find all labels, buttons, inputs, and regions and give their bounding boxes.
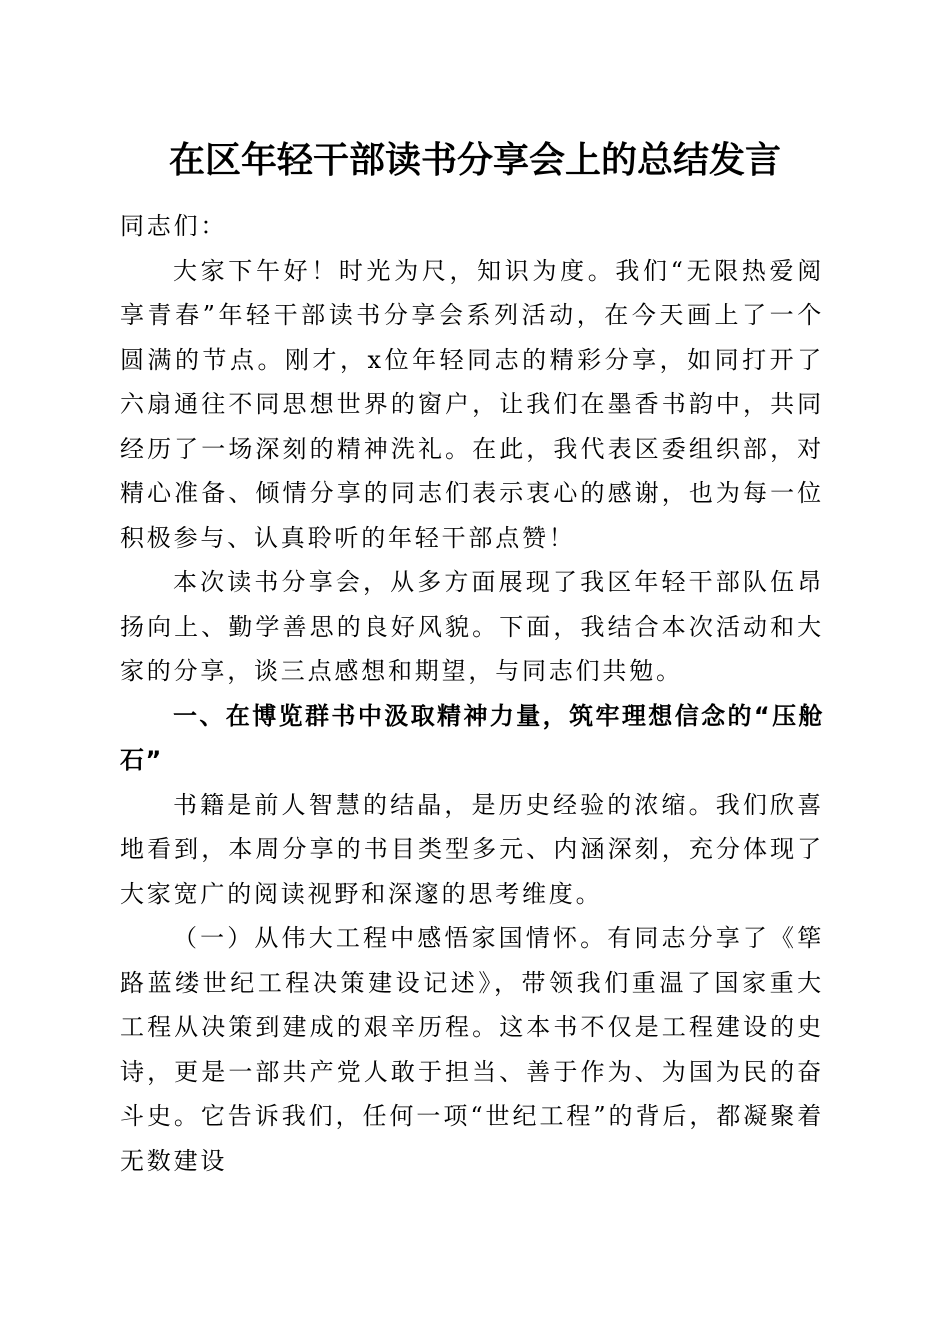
document-body	[120, 204, 824, 1183]
paragraph-section-1-point-1: （一）从伟大工程中感悟家国情怀。有同志分享了《筚路蓝缕世纪工程决策建设记述》，带领我们重温了国家重大工程从决策到建成的艰辛历程。这本书不仅是工程建设的史诗，更是一部共产党人敢于担当、善于作为、为国为民的奋斗史。它告诉我们，任何一项“世纪工程”的背后，都凝聚着无数建设	[120, 924, 824, 1175]
paragraph-opening: 大家下午好！时光为尺，知识为度。我们“无限热爱阅享青春”年轻干部读书分享会系列活动，在今天画上了一个圆满的节点。刚才，x位年轻同志的精彩分享，如同打开了六扇通往不同思想世界的窗户，让我们在墨香书韵中，共同经历了一场深刻的精神洗礼。在此，我代表区委组织部，对精心准备、倾情分享的同志们表示衷心的感谢，也为每一位积极参与、认真聆听的年轻干部点赞！	[120, 256, 824, 552]
paragraph-overview: 本次读书分享会，从多方面展现了我区年轻干部队伍昂扬向上、勤学善思的良好风貌。下面，我结合本次活动和大家的分享，谈三点感想和期望，与同志们共勉。	[120, 568, 824, 685]
salutation: 同志们：	[120, 212, 228, 240]
section-heading-1: 一、在博览群书中汲取精神力量，筑牢理想信念的“压舱石”	[120, 701, 824, 774]
document-title: 在区年轻干部读书分享会上的总结发言	[168, 139, 781, 181]
paragraph-section-1-intro: 书籍是前人智慧的结晶，是历史经验的浓缩。我们欣喜地看到，本周分享的书目类型多元、内涵深刻，充分体现了大家宽广的阅读视野和深邃的思考维度。	[120, 790, 824, 908]
